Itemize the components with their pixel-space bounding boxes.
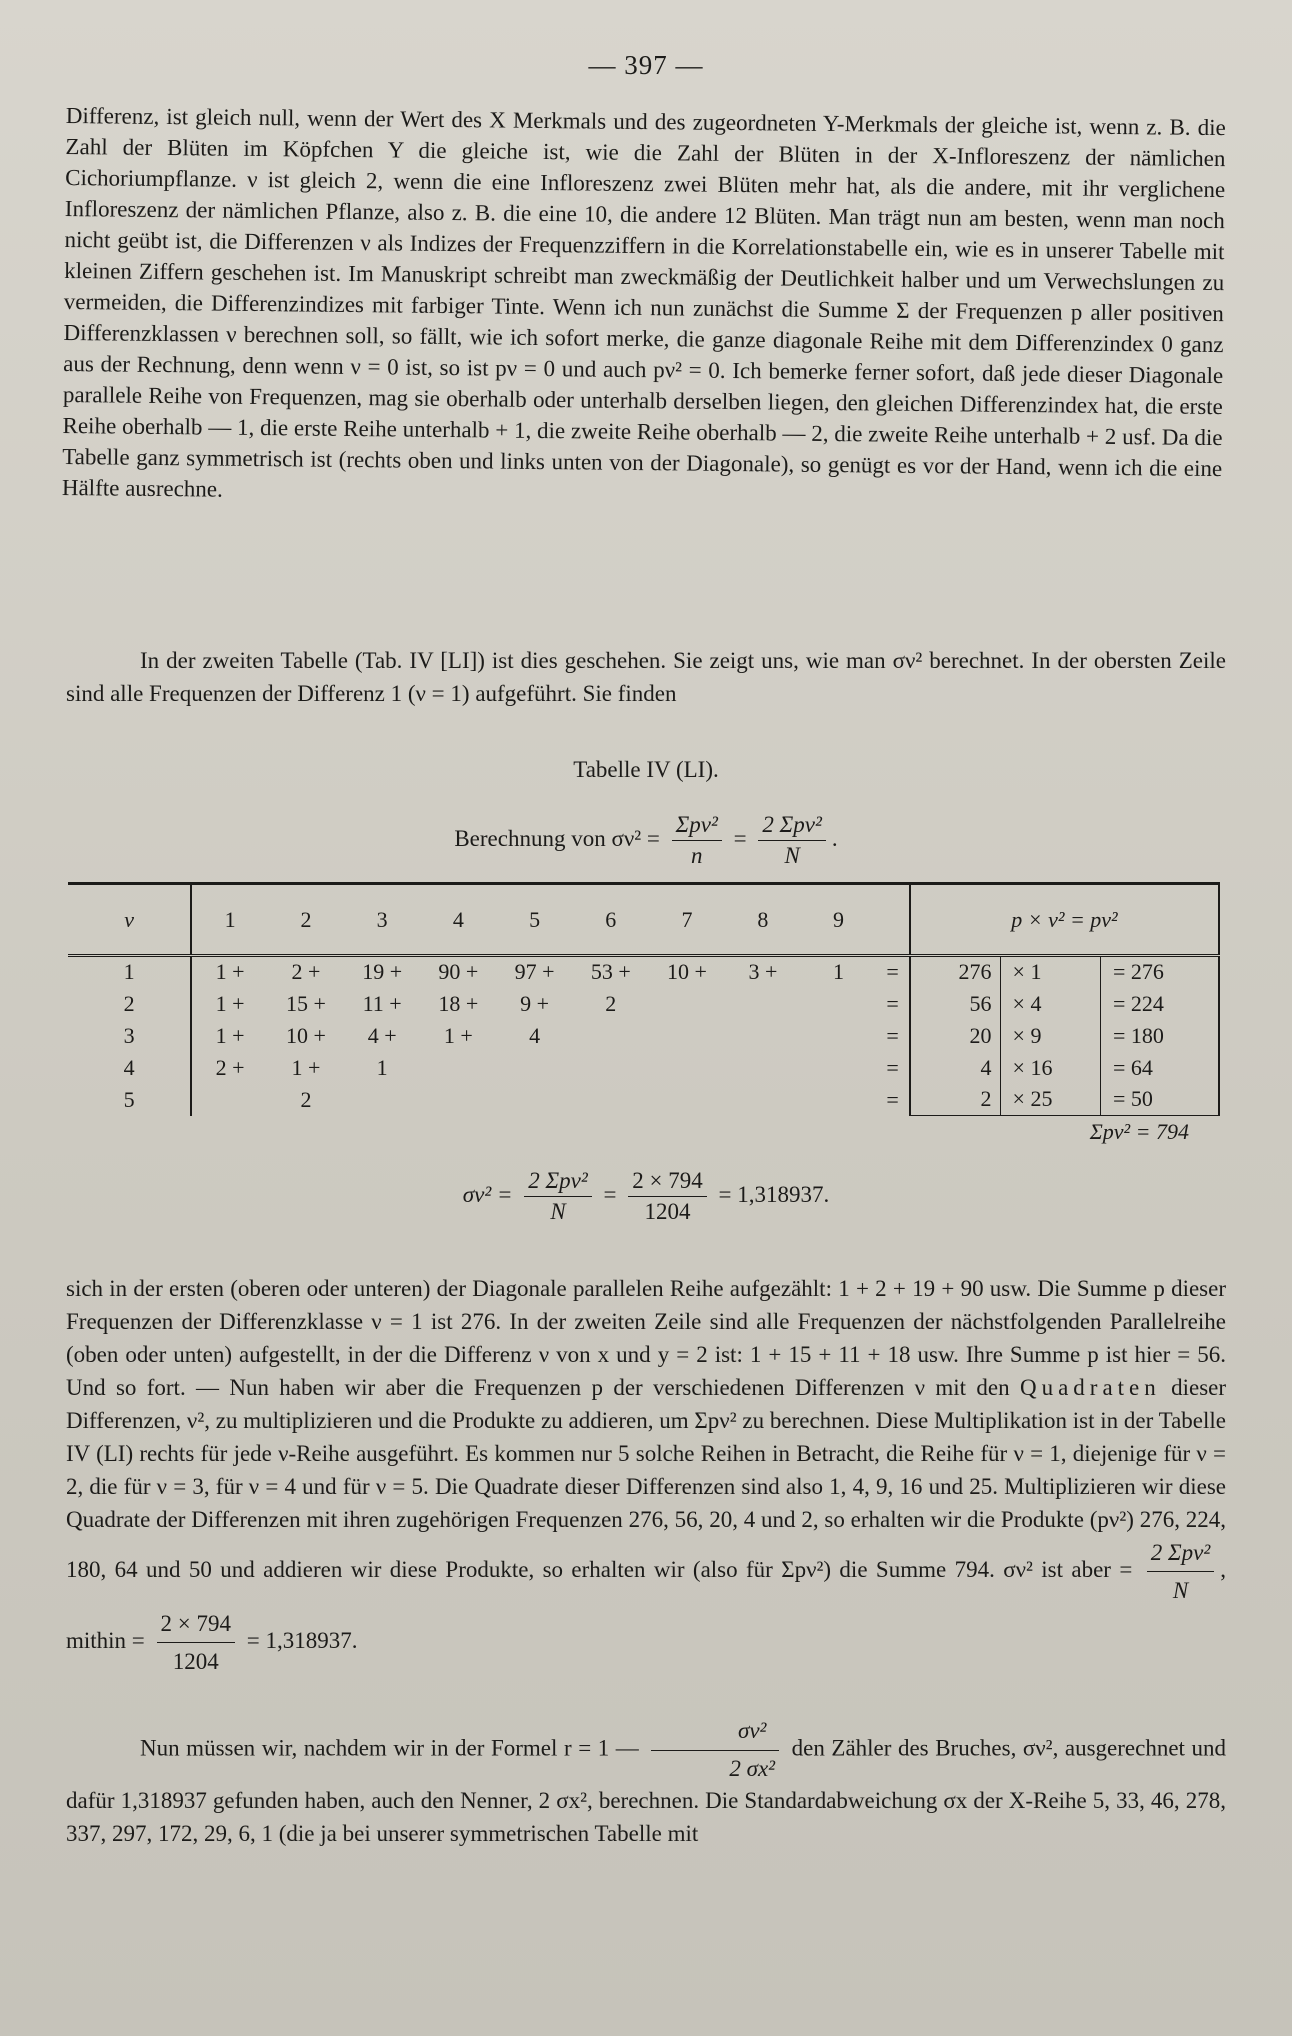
- row-product: = 224: [1100, 988, 1219, 1020]
- fraction-numerator: σν²: [651, 1715, 779, 1751]
- freq-cell: 1: [376, 1054, 388, 1080]
- table-row: [68, 956, 1219, 988]
- sum-spacer: [68, 1116, 910, 1148]
- freq-cell: [725, 1020, 801, 1052]
- row-p-sum: 276: [910, 956, 1000, 988]
- freq-cell: [573, 1020, 649, 1052]
- row-nu: 4: [68, 1052, 191, 1084]
- paragraph-2: In der zweiten Tabelle (Tab. IV [LI]) ist dies geschehen. Sie zeigt uns, wie man σν² berechnet. In der obersten Zeile sind alle Frequenzen der Differenz 1 (ν = 1) aufgeführt. Sie finden: [66, 648, 1226, 706]
- paragraph-3: [66, 1272, 1226, 1678]
- fraction-denominator: N: [550, 1199, 566, 1224]
- paragraph-1: Differenz, ist gleich null, wenn der Wert des X Merkmals und des zugeordneten Y-Merkmals der gleiche ist, wenn z. B. die Zahl der Blüten im Köpfchen Y die gleiche ist, wie die Zahl der Blüten in der X-Infloreszenz der nämlichen Cichoriumpflanze. ν ist gleich 2, wenn die eine Infloreszenz zwei Blüten mehr hat, als die andere, mit ihr verglichene Infloreszenz der nämlichen Pflanze, also z. B. die eine 10, die andere 12 Blüten. Man trägt nun am besten, wenn man noch nicht geübt ist, die Differenzen ν als Indizes der Frequenzziffern in die Korrelationstabelle ein, wie es in unserer Tabelle mit kleinen Ziffern geschehen ist. Im Manuskript schreibt man zweckmäßig der Deutlichkeit halber und um Verwechslungen zu vermeiden, die Differenzindizes mit farbiger Tinte. Wenn ich nun zunächst die Summe Σ der Frequenzen p aller positiven Differenzklassen ν berechnen soll, so fällt, wie ich sofort merke, die ganze diagonale Reihe mit dem Differenzindex 0 ganz aus der Rechnung, denn wenn ν = 0 ist, so ist pν = 0 und auch pν² = 0. Ich bemerke ferner sofort, daß jede dieser Diagonale parallele Reihe von Frequenzen, mag sie oberhalb oder unterhalb derselben liegen, den gleichen Differenzindex hat, die erste Reihe oberhalb — 1, die erste Reihe unterhalb + 1, die zweite Reihe oberhalb — 2, die zweite Reihe unterhalb + 2 usf. Da die Tabelle ganz symmetrisch ist (rechts oben und links unten von der Diagonale), so genügt es vor der Hand, wenn ich die eine Hälfte ausrechne.: [61, 102, 1226, 502]
- paragraph-4-text-b: den Zähler des Bruches, σν², ausgerechnet und dafür 1,318937 gefunden haben, auch den Nenner, 2 σx², berechnen. Die Standardabweichung σx der X-Reihe 5, 33, 46, 278, 337, 297, 172, 29, 6, 1 (die ja bei unserer symmetrischen Tabelle mit: [66, 1735, 1226, 1846]
- freq-cell: [191, 1084, 268, 1116]
- table-sum-row: [68, 1116, 1219, 1148]
- table-row: [68, 988, 1219, 1020]
- row-nu: 3: [68, 1020, 191, 1052]
- sum-value: Σpν² = 794: [910, 1116, 1219, 1148]
- row-nu-squared: × 1: [1000, 956, 1100, 988]
- row-nu: 1: [68, 956, 191, 988]
- frequency-table: [68, 882, 1220, 1148]
- freq-cell: [801, 1084, 877, 1116]
- row-nu: 5: [68, 1084, 191, 1116]
- row-equals: =: [876, 1052, 910, 1084]
- row-p-sum: 2: [910, 1084, 1000, 1116]
- freq-cell: [649, 1020, 725, 1052]
- freq-cell: 1: [833, 959, 844, 985]
- paragraph-3-fraction-1: [1147, 1536, 1215, 1607]
- header-col-1: 1: [224, 906, 236, 932]
- fraction-numerator: 2 Σpν²: [524, 1168, 592, 1197]
- fraction-denominator: N: [784, 843, 800, 868]
- header-col-5: 5: [529, 906, 541, 932]
- fraction-denominator: N: [1172, 1578, 1189, 1603]
- freq-cell: [801, 1020, 877, 1052]
- row-equals: =: [876, 1084, 910, 1116]
- freq-cell: [573, 1052, 649, 1084]
- fraction-numerator: 2 Σpν²: [1147, 1536, 1215, 1572]
- paragraph-4: [66, 1715, 1226, 1850]
- table-row: [68, 1020, 1219, 1052]
- paragraph-4-fraction: [651, 1715, 779, 1785]
- fraction-denominator: 1204: [644, 1199, 691, 1224]
- freq-cell: 97 +: [514, 959, 555, 985]
- formula-prefix: Berechnung von σν² =: [454, 825, 660, 851]
- table-formula: [0, 812, 1292, 869]
- fraction-denominator: 1204: [172, 1649, 219, 1674]
- freq-cell: [420, 1052, 496, 1084]
- result-rhs: = 1,318937.: [718, 1181, 830, 1207]
- row-nu-squared: × 4: [1000, 988, 1100, 1020]
- freq-cell: 1 +: [443, 1022, 473, 1048]
- fraction-numerator: 2 Σpν²: [758, 812, 826, 841]
- freq-cell: [649, 1052, 725, 1084]
- paragraph-3-fraction-2: [157, 1607, 235, 1678]
- freq-cell: [725, 1052, 801, 1084]
- freq-cell: [496, 1084, 572, 1116]
- row-product: = 64: [1100, 1052, 1219, 1084]
- header-product: p × ν² = pν²: [910, 884, 1219, 956]
- freq-cell: 4 +: [367, 1022, 397, 1048]
- freq-cell: [649, 988, 725, 1020]
- fraction-numerator: 2 × 794: [157, 1607, 235, 1643]
- freq-cell: 15 +: [286, 990, 326, 1016]
- paragraph-3-spaced-word: Quadraten: [1019, 1375, 1161, 1400]
- table-header-row: [68, 884, 1219, 956]
- header-col-8: 8: [757, 906, 769, 932]
- freq-cell: 2 +: [215, 1054, 245, 1080]
- header-col-9: 9: [833, 906, 844, 932]
- row-nu-squared: × 9: [1000, 1020, 1100, 1052]
- result-formula: [0, 1168, 1292, 1225]
- fraction-denominator: n: [691, 843, 703, 868]
- freq-cell: 53 +: [590, 959, 631, 985]
- paragraph-3-text-2: dieser Differenzen, ν², zu multiplizieren und die Produkte zu addieren, um Σpν² zu berechnen. Diese Multiplikation ist in der Tabelle IV (LI) rechts für jede ν-Reihe ausgeführt. Es kommen nur 5 solche Reihen in Betracht, die Reihe für ν = 1, diejenige für ν = 2, die für ν = 3, für ν = 4 und für ν = 5. Die Quadrate dieser Differenzen sind also 1, 4, 9, 16 und 25. Multiplizieren wir diese Quadrate der Differenzen mit ihren zugehörigen Frequenzen 276, 56, 20, 4 und 2, so erhalten wir die Produkte (pν²) 276, 224, 180, 64 und 50 und addieren wir diese Produkte, so erhalten wir (also für Σpν²) die Summe 794. σν² ist aber =: [66, 1375, 1227, 1582]
- freq-cell: [725, 988, 801, 1020]
- freq-cell: 11 +: [362, 990, 402, 1016]
- header-col-3: 3: [376, 906, 388, 932]
- freq-cell: 10 +: [286, 1022, 326, 1048]
- fraction-numerator: 2 × 794: [628, 1168, 706, 1197]
- table-row: [68, 1052, 1219, 1084]
- freq-cell: 1 +: [215, 959, 245, 985]
- header-nu: ν: [68, 884, 191, 956]
- formula-fraction-2: [758, 812, 826, 869]
- freq-cell: 2: [300, 1086, 312, 1112]
- result-fraction-2: [628, 1168, 706, 1225]
- freq-cell: 10 +: [667, 959, 707, 985]
- freq-cell: 1 +: [215, 990, 245, 1016]
- freq-cell: 4: [529, 1022, 541, 1048]
- freq-cell: [420, 1084, 496, 1116]
- row-nu-squared: × 25: [1000, 1084, 1100, 1116]
- row-p-sum: 4: [910, 1052, 1000, 1084]
- row-product: = 180: [1100, 1020, 1219, 1052]
- freq-cell: [344, 1084, 420, 1116]
- freq-cell: 19 +: [362, 959, 403, 985]
- freq-cell: [801, 1052, 877, 1084]
- row-product: = 276: [1100, 956, 1219, 988]
- freq-cell: 2 +: [291, 959, 321, 985]
- formula-fraction-1: [672, 812, 722, 869]
- formula-equals: =: [733, 825, 747, 851]
- paragraph-4-text-a: Nun müssen wir, nachdem wir in der Formel r = 1 —: [140, 1735, 639, 1761]
- freq-cell: [649, 1084, 725, 1116]
- row-nu: 2: [68, 988, 191, 1020]
- formula-suffix: .: [831, 825, 838, 851]
- row-equals: =: [876, 988, 910, 1020]
- row-equals: =: [876, 1020, 910, 1052]
- freq-cell: 2: [605, 990, 617, 1016]
- freq-cell: [496, 1052, 572, 1084]
- freq-cell: 18 +: [438, 990, 479, 1016]
- header-eq-spacer: [876, 884, 910, 956]
- paragraph-3-text: sich in der ersten (oberen oder unteren) der Diagonale parallelen Reihe aufgezählt: 1 + 2 + 19 + 90 usw. Die Summe p dieser Frequenzen der Differenzklasse ν = 1 ist 276. In der zweiten Zeile sind alle Frequenzen der nächstfolgenden Parallelreihe (oben oder unten) aufgestellt, in der die Differenz ν von x und y = 2 ist: 1 + 15 + 11 + 18 usw. Ihre Summe p ist hier = 56. Und so fort. — Nun haben wir aber die Frequenzen p der verschiedenen Differenzen ν mit den: [66, 1276, 1226, 1400]
- freq-cell: [725, 1084, 801, 1116]
- freq-cell: [573, 1084, 649, 1116]
- freq-cell: 9 +: [520, 990, 550, 1016]
- table-row: [68, 1084, 1219, 1116]
- table-title: Tabelle IV (LI).: [573, 757, 719, 782]
- header-col-7: 7: [681, 906, 693, 932]
- result-fraction-1: [524, 1168, 592, 1225]
- freq-cell: 1 +: [215, 1022, 245, 1048]
- row-nu-squared: × 16: [1000, 1052, 1100, 1084]
- row-equals: =: [876, 956, 910, 988]
- header-col-2: 2: [300, 906, 312, 932]
- fraction-numerator: Σpν²: [672, 812, 722, 841]
- result-equals: =: [603, 1181, 617, 1207]
- paragraph-3-mid: , mithin =: [66, 1556, 1226, 1653]
- freq-cell: 1 +: [291, 1054, 321, 1080]
- page-number: — 397 —: [588, 50, 704, 80]
- header-col-6: 6: [605, 906, 617, 932]
- row-p-sum: 20: [910, 1020, 1000, 1052]
- fraction-denominator: 2 σx²: [729, 1755, 776, 1781]
- freq-cell: 3 +: [748, 959, 778, 985]
- result-lhs: σν² =: [462, 1181, 513, 1207]
- freq-cell: [801, 988, 877, 1020]
- header-col-4: 4: [452, 906, 464, 932]
- paragraph-3-end: = 1,318937.: [246, 1627, 358, 1653]
- row-p-sum: 56: [910, 988, 1000, 1020]
- freq-cell: 90 +: [438, 959, 479, 985]
- row-product: = 50: [1100, 1084, 1219, 1116]
